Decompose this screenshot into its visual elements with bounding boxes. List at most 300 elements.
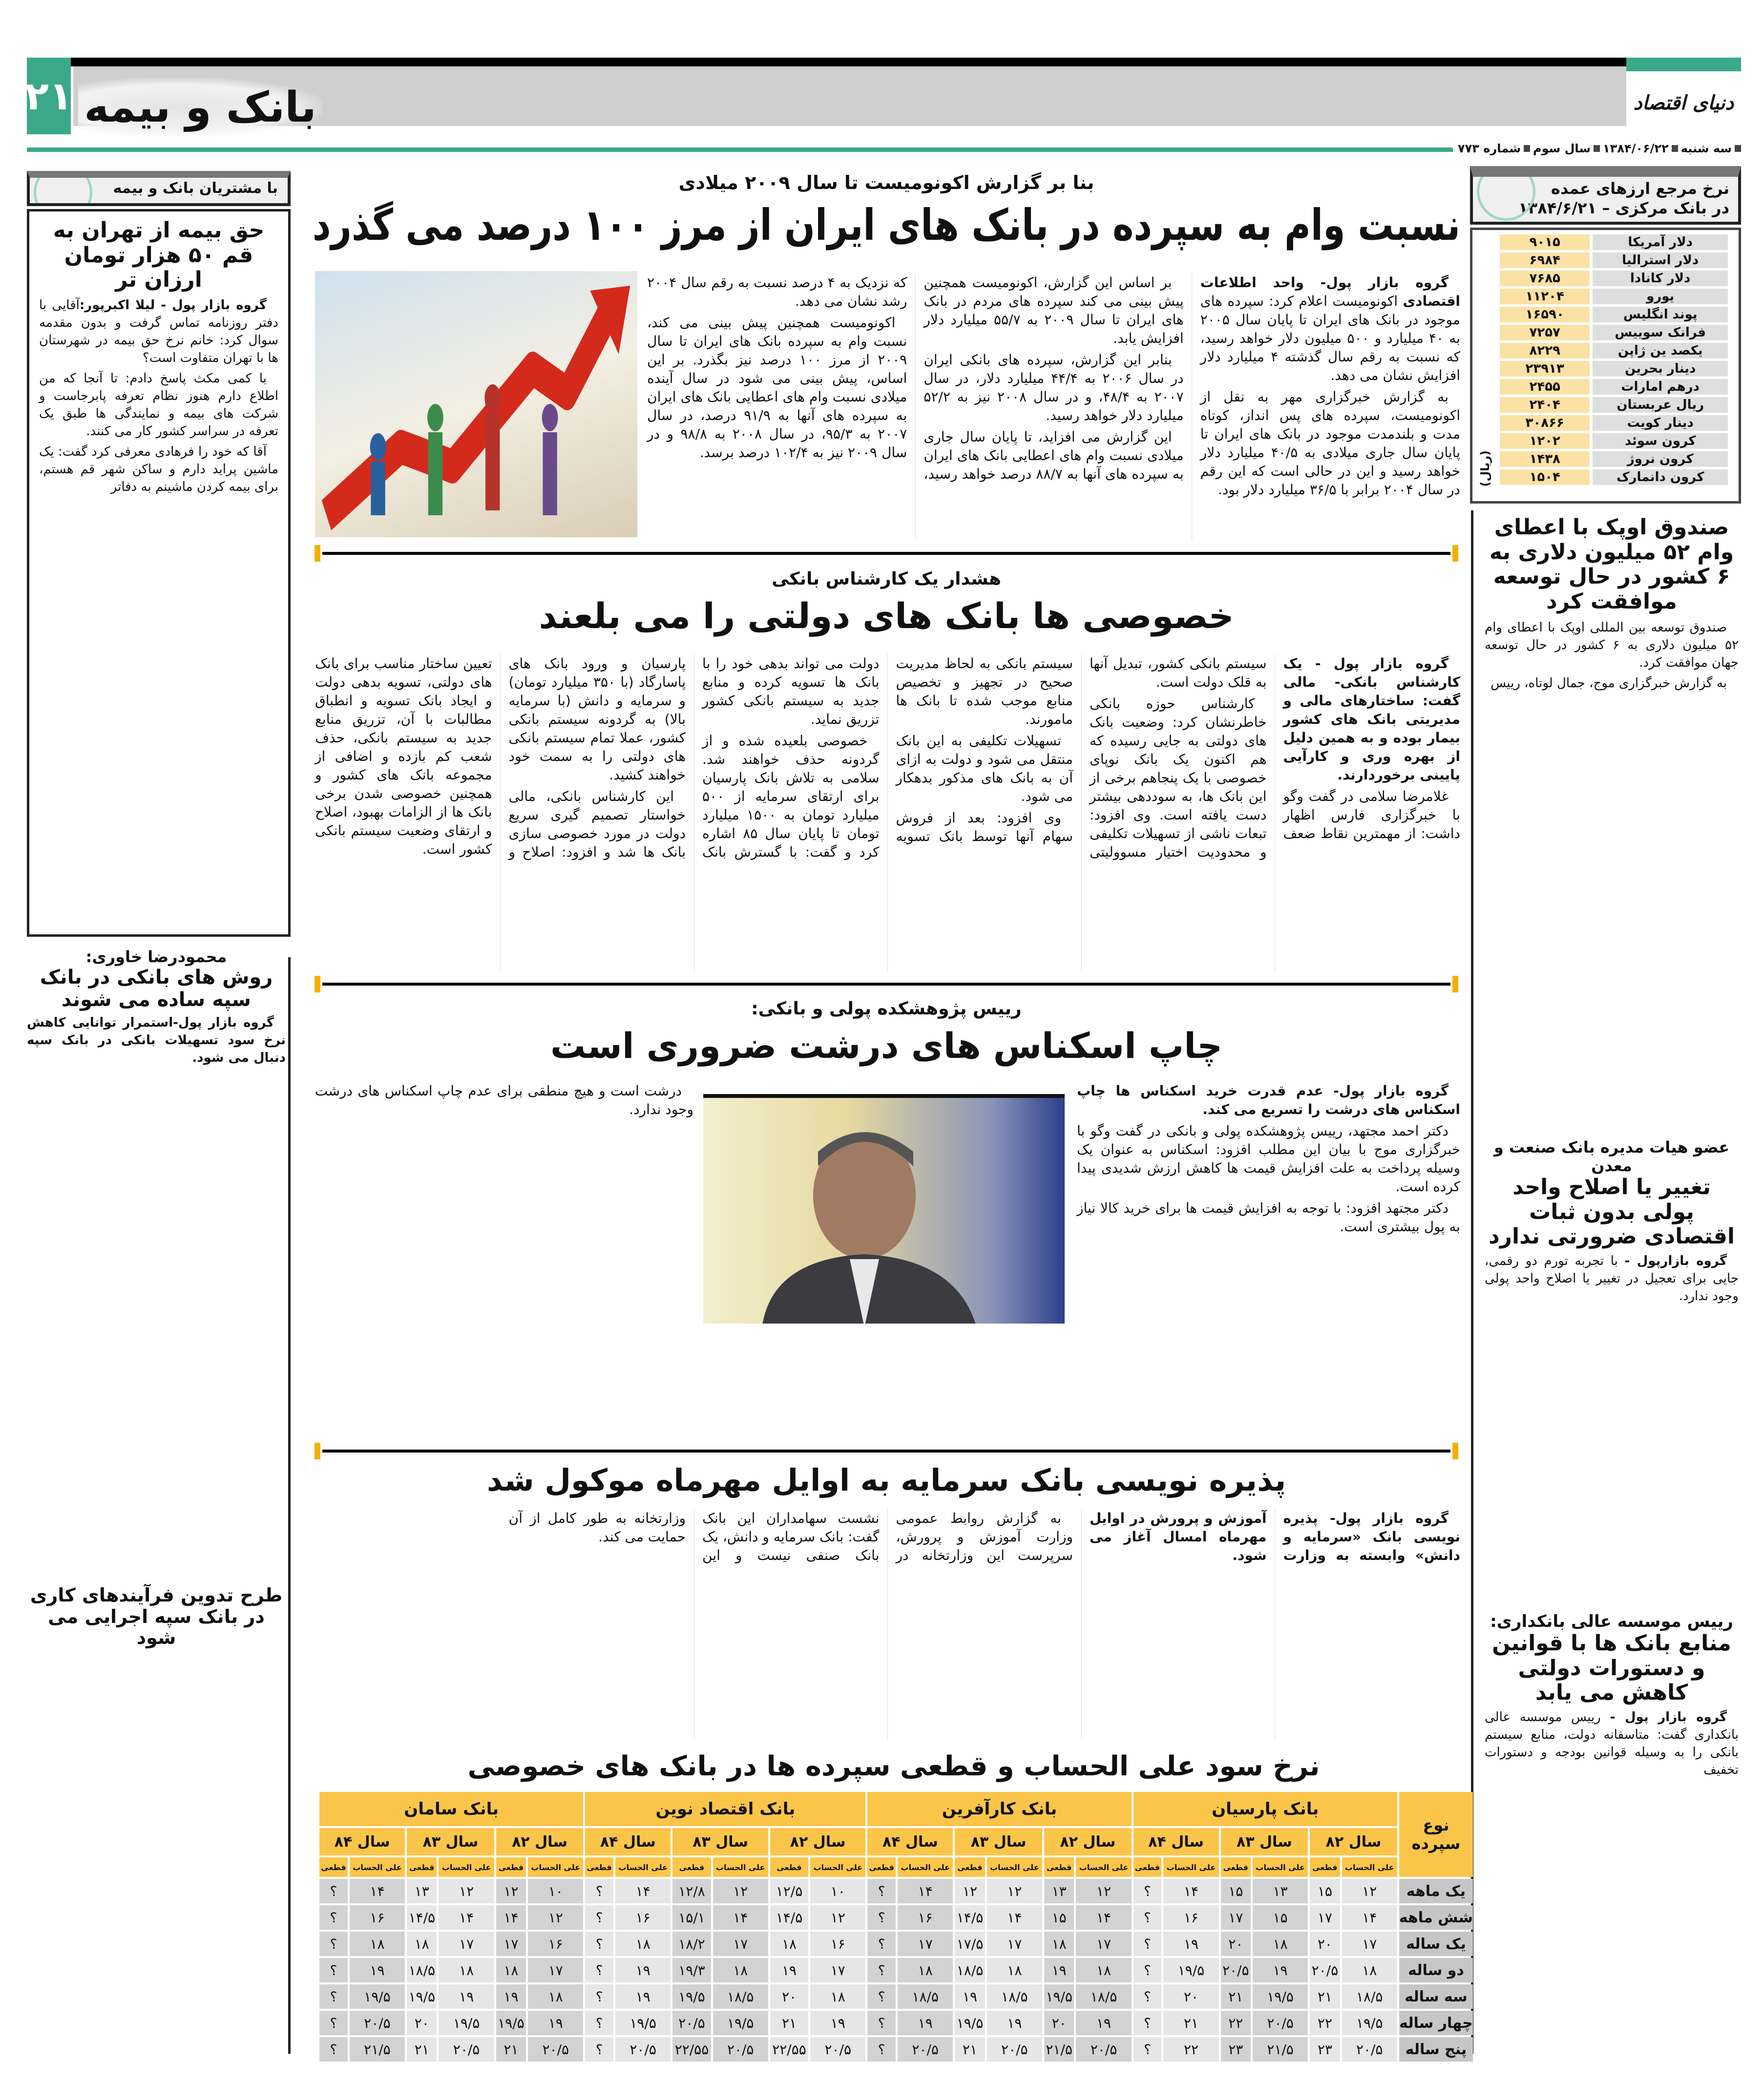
article-kicker: رییس موسسه عالی بانکداری: [1490, 1612, 1733, 1631]
rate-cell: ۱۲ [955, 1879, 985, 1903]
rate-cell: ۲۱ [407, 2037, 437, 2062]
rate-cell: ۲۰/۵ [1253, 2011, 1308, 2035]
rate-row [1500, 415, 1728, 431]
article-paragraph: به گزارش خبرگزاری مهر به نقل از اکونومیست، سپرده های پس انداز، کوتاه مدت و بلندمدت موجود در بانک های ایران تا پایان سال جاری میلادی به ۴۰/۵ میلیارد دلار خواهد رسید و این در حالی است که این رقم در سال ۲۰۰۴ برابر با ۳۶/۵ میلیارد دلار بود. [1200, 389, 1460, 498]
rate-cell: ۱۹/۵ [713, 2011, 768, 2035]
rate-cell: ۱۹ [987, 2011, 1042, 2035]
rate-cell: ؟ [867, 1984, 896, 2009]
rate-cell: ۱۹/۵ [1342, 2011, 1397, 2035]
rate-cell: ۱۹/۵ [1253, 1984, 1308, 2009]
rate-cell: ۱۷ [496, 1932, 526, 1956]
currency-rate: ۱۶۵۹۰ [1500, 307, 1590, 322]
rate-cell: ۱۹/۵ [672, 1984, 711, 2009]
rate-cell: ۱۹ [770, 1958, 808, 1982]
dateline-date: ۱۳۸۴/۰۶/۲۲ [1603, 142, 1669, 155]
rate-cell: ۲۱/۵ [1253, 2037, 1308, 2062]
rate-cell: ۱۴ [350, 1879, 405, 1903]
rate-cell: ۲۰/۵ [439, 2037, 494, 2062]
rate-cell: ۱۸ [713, 1958, 768, 1982]
masthead-accent [1626, 58, 1741, 71]
currency-rate: ۷۶۸۵ [1500, 271, 1590, 286]
rate-type-header: علی الحساب [898, 1857, 953, 1877]
section-separator [322, 1450, 1450, 1453]
rate-cell: ۱۴ [1076, 1905, 1131, 1930]
currency-name: کرون سوئد [1593, 433, 1728, 449]
rate-cell: ؟ [319, 1879, 348, 1903]
bank-name-header: بانک پارسیان [1134, 1792, 1397, 1826]
rate-cell: ۱۶ [615, 1905, 671, 1930]
right-article-opec [1485, 515, 1739, 695]
rate-cell: ۱۸ [987, 1958, 1042, 1982]
rate-row [1500, 397, 1728, 413]
rate-row [1500, 253, 1728, 268]
article-paragraph: غلامرضا سلامی در گفت وگو با خبرگزاری فارس اظهار داشت: از مهمترین نقاط ضعف سیستم بانکی کشور، تبدیل آنها به قلک دولت است. [1090, 655, 1460, 842]
left-article-insurance [27, 209, 291, 937]
article-paragraph: بنابر این گزارش، سپرده های بانکی ایران در سال ۲۰۰۶ به ۴۴/۴ میلیارد دلار، در سال ۲۰۰۷ به ۴۸/۴، و در سال ۲۰۰۸ نیز به ۵۲/۲ میلیارد دلار خواهد رسید. [924, 352, 1184, 423]
rate-row [1500, 325, 1728, 340]
article-headline: صندوق اوپک با اعطای وام ۵۲ میلیون دلاری به ۶ کشور در حال توسعه موافقت کرد [1489, 515, 1734, 614]
article-headline: روش های بانکی در بانک سپه ساده می شوند [40, 966, 273, 1011]
currency-rate: ۸۲۲۹ [1500, 343, 1590, 358]
top-black-bar [30, 58, 1626, 66]
article-kicker: عضو هیات مدیره بانک صنعت و معدن [1493, 1138, 1730, 1175]
year-header: سال ۸۲ [496, 1828, 584, 1855]
article3-headline: چاپ اسکناس های درشت ضروری است [550, 1025, 1223, 1066]
rate-cell: ؟ [319, 2011, 348, 2035]
rate-cell: ۱۸ [350, 1932, 405, 1956]
rate-cell: ۱۲ [496, 1879, 526, 1903]
deposit-type: چهار ساله [1399, 2011, 1473, 2035]
rate-cell: ۱۸ [1342, 1958, 1397, 1982]
rate-cell: ۱۸ [810, 1984, 865, 2009]
rate-cell: ۱۶ [350, 1905, 405, 1930]
rate-type-header: قطعی [1310, 1857, 1340, 1877]
rate-cell: ۲۱ [1163, 2011, 1218, 2035]
rate-cell: ۱۸ [770, 1932, 808, 1956]
rate-row [1500, 307, 1728, 322]
header-rule [27, 147, 1453, 152]
rate-cell: ۱۷ [1310, 1905, 1340, 1930]
rate-cell: ۱۲/۵ [770, 1879, 808, 1903]
rate-cell: ؟ [319, 2037, 348, 2062]
rate-cell: ؟ [319, 1984, 348, 2009]
left-box-header [27, 171, 291, 206]
rate-cell: ۲۰ [770, 1984, 808, 2009]
interest-rate-table [317, 1790, 1475, 2064]
article-paragraph: با کمی مکث پاسخ دادم: تا آنجا که من اطلاع دارم هنوز نظام تعرفه پابرجاست و شرکت های بیمه و نمایندگی ها طبق یک تعرفه در سراسر کشور کار می کنند. [39, 371, 278, 439]
rate-cell: ۲۳ [1221, 2037, 1251, 2062]
deposit-type: یک ساله [1399, 1932, 1473, 1956]
article-lead: گروه بازار پول-استمرار توانایی کاهش نرخ سود تسهیلات بانکی در بانک سپه دنبال می شود. [27, 1015, 286, 1065]
article-paragraph: این گزارش می افزاید، تا پایان سال جاری میلادی نسبت وام های اعطایی بانک های ایران به سپرده های آنها به ۸۸/۷ درصد خواهد رسید، که نزدیک به ۴ درصد نسبت به رقم سال ۲۰۰۴ رشد نشان می دهد. [647, 274, 1184, 482]
article-paragraph: به گزارش خبرگزاری موج، جمال لوتاه، رییس [1491, 676, 1727, 691]
currency-name: دینار کویت [1593, 415, 1728, 431]
article2-headline: خصوصی ها بانک های دولتی را می بلعند [539, 595, 1234, 636]
article2-kicker: هشدار یک کارشناس بانکی [772, 569, 1001, 589]
rate-cell: ؟ [867, 2011, 896, 2035]
rate-cell: ۱۸ [1044, 1932, 1074, 1956]
article3-body [1077, 1082, 1460, 1433]
rate-cell: ۱۸ [439, 1958, 494, 1982]
rate-cell: ۲۱ [1310, 1984, 1340, 2009]
rate-cell: ۱۴ [713, 1905, 768, 1930]
rate-cell: ؟ [585, 1984, 613, 2009]
year-header: سال ۸۲ [1310, 1828, 1397, 1855]
currency-name: دلار آمریکا [1593, 234, 1728, 250]
rate-type-header: علی الحساب [713, 1857, 768, 1877]
currency-name: دلار استرالیا [1593, 253, 1728, 268]
deposit-row [319, 1984, 1473, 2009]
article3-body-continued [315, 1082, 693, 1433]
currency-name: کرون دانمارک [1593, 469, 1728, 485]
rate-cell: ۱۹ [439, 1984, 494, 2009]
rate-cell: ۲۱ [770, 2011, 808, 2035]
currency-name: یورو [1593, 289, 1728, 304]
rate-cell: ؟ [1134, 1984, 1162, 2009]
currency-name: دینار بحرین [1593, 361, 1728, 377]
article-headline: حق بیمه از تهران به قم ۵۰ هزار تومان ارزان تر [53, 218, 265, 293]
rate-cell: ۲۰/۵ [810, 2037, 865, 2062]
rate-cell: ؟ [867, 2037, 896, 2062]
rate-cell: ۱۸/۲ [672, 1932, 711, 1956]
deposit-type: سه ساله [1399, 1984, 1473, 2009]
rate-cell: ۱۴/۵ [407, 1905, 437, 1930]
globe-icon [34, 171, 92, 206]
rate-row [1500, 234, 1728, 250]
rate-cell: ۱۷/۵ [955, 1932, 985, 1956]
year-header: سال ۸۴ [585, 1828, 671, 1855]
deposit-type: شش ماهه [1399, 1905, 1473, 1930]
deposit-type: پنج ساله [1399, 2037, 1473, 2062]
rate-type-header: قطعی [496, 1857, 526, 1877]
rate-cell: ۱۹/۵ [955, 2011, 985, 2035]
rate-cell: ۱۴ [439, 1905, 494, 1930]
left-article-sepah [27, 948, 286, 1070]
rate-cell: ۱۵/۱ [672, 1905, 711, 1930]
dateline-day: سه شنبه [1680, 142, 1732, 155]
bank-name-header: بانک کارآفرین [867, 1792, 1131, 1826]
rate-cell: ۱۷ [1076, 1932, 1131, 1956]
currency-name: دلار کانادا [1593, 271, 1728, 286]
rate-cell: ؟ [585, 1958, 613, 1982]
rate-cell: ۲۲ [1310, 2011, 1340, 2035]
article-lead: گروه بازار پول - [1610, 1709, 1727, 1725]
interest-table-wrap [317, 1790, 1475, 2064]
rate-cell: ۲۲ [1221, 2011, 1251, 2035]
article-headline: منابع بانک ها با قوانین و دستورات دولتی کاهش می یابد [1492, 1631, 1731, 1706]
rate-cell: ۲۱ [1221, 1984, 1251, 2009]
rate-cell: ؟ [585, 2011, 613, 2035]
year-header: سال ۸۳ [1221, 1828, 1308, 1855]
currency-name: کرون نروژ [1593, 451, 1728, 467]
rate-cell: ۱۹ [615, 1984, 671, 2009]
rate-cell: ۱۹/۵ [407, 1984, 437, 2009]
currency-name: پوند انگلیس [1593, 307, 1728, 322]
rate-cell: ۲۰ [1163, 1984, 1218, 2009]
rates-box-header [1470, 166, 1741, 225]
rate-cell: ۱۹ [898, 2011, 953, 2035]
rate-cell: ؟ [1134, 1932, 1162, 1956]
exchange-rates-table [1497, 232, 1731, 487]
rate-type-header: قطعی [1134, 1857, 1162, 1877]
currency-rate: ۷۲۵۷ [1500, 325, 1590, 340]
rate-cell: ۱۴ [1342, 1905, 1397, 1930]
rates-title-2: در بانک مرکزی – ۱۳۸۴/۶/۲۱ [1518, 199, 1729, 217]
section-separator [322, 983, 1450, 986]
deposit-row [319, 1958, 1473, 1982]
rate-cell: ۱۹/۵ [439, 2011, 494, 2035]
rate-cell: ۱۰ [810, 1879, 865, 1903]
rate-cell: ۱۹/۵ [496, 2011, 526, 2035]
rate-cell: ۱۹ [496, 1984, 526, 2009]
main-article-body [647, 274, 1460, 540]
deposit-row [319, 1905, 1473, 1930]
rate-type-header: علی الحساب [350, 1857, 405, 1877]
rate-cell: ۲۰/۵ [672, 2011, 711, 2035]
article-paragraph [39, 296, 278, 367]
rate-cell: ۱۷ [1342, 1932, 1397, 1956]
year-header: سال ۸۴ [319, 1828, 405, 1855]
rate-cell: ۱۸ [1076, 1958, 1131, 1982]
article-lead: گروه بازار پول - یک کارشناس بانکی- مالی گفت: ساختارهای مالی و مدیریتی بانک های کشور بیمار بوده و به همین دلیل از بهره وری و کارآیی پایینی برخوردارند. [1283, 655, 1460, 783]
year-header: سال ۸۳ [955, 1828, 1042, 1855]
rising-arrow-illustration [315, 271, 637, 537]
article-text: آقایی با دفتر روزنامه تماس گرفت و بدون مقدمه سوال کرد: خانم نرخ حق بیمه در شهرستان ها با تهران متفاوت است؟ [39, 297, 278, 365]
rate-cell: ۱۵ [1044, 1905, 1074, 1930]
article-paragraph [1485, 1252, 1739, 1305]
rate-cell: ۱۲ [713, 1879, 768, 1903]
currency-rate: ۲۴۵۵ [1500, 379, 1590, 395]
rate-cell: ؟ [1134, 1879, 1162, 1903]
rate-cell: ۱۶ [528, 1932, 583, 1956]
rate-type-header: قطعی [770, 1857, 808, 1877]
rate-cell: ۱۹/۵ [1044, 1984, 1074, 2009]
right-article-resources [1485, 1612, 1739, 1782]
rate-cell: ۱۸ [898, 1958, 953, 1982]
rate-cell: ۲۰/۵ [1310, 1958, 1340, 1982]
rate-cell: ؟ [585, 1879, 613, 1903]
rate-type-header: علی الحساب [528, 1857, 583, 1877]
article-paragraph: وی افزود: بعد از فروش سهام آنها توسط بانک تسویه دولت می تواند بدهی خود را با بانک ها تسویه کرده و منابع جدید به سیستم بانکی کشور تزریق نماید. [702, 655, 1073, 844]
rate-cell: ۲۰/۵ [1342, 2037, 1397, 2062]
article2-body [315, 654, 1460, 972]
rate-cell: ۱۲ [528, 1905, 583, 1930]
deposit-row [319, 2011, 1473, 2035]
left-article-processes [27, 1585, 286, 1649]
deposit-type: یک ماهه [1399, 1879, 1473, 1903]
rate-cell: ؟ [1134, 1905, 1162, 1930]
article-lead: گروه بازار پول- پذیره نویسی بانک «سرمایه و دانش» وابسته به وزارت آموزش و پرورش در اوایل مهرماه امسال آغاز می شود. [1090, 1510, 1460, 1563]
deposit-row [319, 1932, 1473, 1956]
rate-cell: ۱۹ [1163, 1932, 1218, 1956]
rate-cell: ۱۸ [1253, 1932, 1308, 1956]
article-lead: گروه بازار پول- واحد اطلاعات اقتصادی [1200, 274, 1460, 309]
article-paragraph [1485, 1708, 1739, 1779]
section-separator [322, 552, 1450, 555]
rate-type-header: علی الحساب [1076, 1857, 1131, 1877]
dateline-year: سال سوم [1533, 142, 1591, 155]
right-article-currency [1485, 1138, 1739, 1308]
rate-cell: ۱۶ [898, 1905, 953, 1930]
rate-cell: ۲۰/۵ [987, 2037, 1042, 2062]
rate-cell: ۱۲ [439, 1879, 494, 1903]
rate-type-header: علی الحساب [1253, 1857, 1308, 1877]
deposit-row [319, 2037, 1473, 2062]
rate-type-header: قطعی [319, 1857, 348, 1877]
rate-cell: ؟ [867, 1958, 896, 1982]
currency-rate: ۲۳۹۱۳ [1500, 361, 1590, 377]
rate-cell: ۱۸/۵ [1342, 1984, 1397, 2009]
rate-cell: ؟ [867, 1932, 896, 1956]
article4-body [315, 1509, 1460, 1739]
rate-cell: ۱۸/۵ [987, 1984, 1042, 2009]
deposit-type-header: نوع سپرده [1399, 1792, 1473, 1877]
rate-row [1500, 451, 1728, 467]
article-paragraph [1200, 274, 1460, 385]
rate-cell: ۲۰ [1310, 1932, 1340, 1956]
rate-row [1500, 271, 1728, 286]
rate-cell: ۱۹/۵ [615, 2011, 671, 2035]
rate-type-header: قطعی [672, 1857, 711, 1877]
rate-cell: ۱۹ [810, 2011, 865, 2035]
main-article-image [315, 271, 637, 537]
currency-rate: ۹۰۱۵ [1500, 234, 1590, 250]
dateline-issue: شماره ۷۷۳ [1457, 142, 1521, 155]
article-text: اکونومیست اعلام کرد: سپرده های موجود در بانک های ایران تا پایان سال ۲۰۰۵ به ۴۰ میلیارد و ۵۰۰ میلیون دلار خواهد رسید، که نسبت به رقم سال گذشته ۴ میلیارد دلار افزایش نشان می دهد. [1200, 293, 1460, 383]
year-header: سال ۸۳ [407, 1828, 494, 1855]
rate-cell: ۱۵ [1253, 1905, 1308, 1930]
article-paragraph: خصوصی بلعیده شده و از گردونه حذف خواهند شد. سلامی به تلاش بانک پارسیان برای ارتقای سرمایه از ۵۰۰ میلیارد تومان به ۱۵۰۰ میلیارد تومان تا پایان سال ۸۵ اشاره کرد و گفت: با گسترش بانک پارسیان و ورود بانک های پاسارگاد (با ۳۵۰ میلیارد تومان) و سرمایه و دانش (با سرمایه بالا) به گردونه سیستم بانکی کشور، عملا تمام سیستم بانکی های دولتی را به سمت خود خواهند کشید. [508, 655, 880, 860]
article-headline: تغییر یا اصلاح واحد پولی بدون ثبات اقتصادی ضرورتی ندارد [1489, 1175, 1735, 1249]
rates-title-1: نرخ مرجع ارزهای عمده [1551, 179, 1729, 198]
rate-row [1500, 289, 1728, 304]
rate-cell: ؟ [1134, 2037, 1162, 2062]
rate-type-header: علی الحساب [615, 1857, 671, 1877]
rate-cell: ۲۰/۵ [350, 2011, 405, 2035]
rate-cell: ۱۷ [1221, 1905, 1251, 1930]
article-headline: طرح تدوین فرآیندهای کاری در بانک سپه اجرایی می شود [30, 1584, 283, 1649]
rate-cell: ۱۳ [1253, 1879, 1308, 1903]
section-title: بانک و بیمه [78, 78, 322, 137]
article-paragraph: تسهیلات تکلیفی به این بانک منتقل می شود و دولت به ازای آن به بانک های مذکور بدهکار می شود. [896, 733, 1073, 804]
rate-cell: ۱۴ [615, 1879, 671, 1903]
rate-cell: ۱۲/۸ [672, 1879, 711, 1903]
portrait-photo [703, 1094, 1065, 1324]
rate-cell: ؟ [319, 1958, 348, 1982]
rate-cell: ۱۲ [1076, 1879, 1131, 1903]
rate-cell: ۱۸/۵ [713, 1984, 768, 2009]
currency-rate: ۳۰۸۶۶ [1500, 415, 1590, 431]
rate-cell: ؟ [1134, 1958, 1162, 1982]
masthead-logo: دنیای اقتصاد [1633, 91, 1734, 114]
rate-cell: ۲۰ [1044, 2011, 1074, 2035]
currency-rate: ۱۱۲۰۴ [1500, 289, 1590, 304]
rate-row [1500, 361, 1728, 377]
article-paragraph: آقا که خود را فرهادی معرفی کرد گفت: یک ماشین پراید دارم و ساکن شهر قم هستم، برای بیمه کردن ماشینم به دفاتر [39, 444, 278, 494]
rate-cell: ۲۱/۵ [1044, 2037, 1074, 2062]
rate-cell: ۱۲ [1342, 1879, 1397, 1903]
currency-name: یکصد ین ژاپن [1593, 343, 1728, 358]
rate-cell: ۱۸/۵ [898, 1984, 953, 2009]
bank-header-row [319, 1792, 1473, 1826]
article3-kicker: رییس پژوهشکده پولی و بانکی: [751, 999, 1022, 1019]
main-headline: نسبت وام به سپرده در بانک های ایران از مرز ۱۰۰ درصد می گذرد [312, 200, 1461, 250]
rate-type-header: علی الحساب [1163, 1857, 1218, 1877]
rate-type-header: علی الحساب [439, 1857, 494, 1877]
rate-cell: ۲۱ [955, 2037, 985, 2062]
bank-name-header: بانک سامان [319, 1792, 583, 1826]
currency-rate: ۶۹۸۴ [1500, 253, 1590, 268]
year-header: سال ۸۲ [1044, 1828, 1132, 1855]
article-paragraph: کارشناس حوزه بانکی خاطرنشان کرد: وضعیت بانک های دولتی به جایی رسیده که هم اکنون یک بانک نوپای خصوصی با یک پنجاهم برخی از این بانک ها، به سوددهی بیشتر دست یافته است. وی افزود: تبعات ناشی از تسهیلات تکلیفی و محدودیت اختیار مسوولیتی سیستم بانکی به لحاظ مدیریت صحیح در تجهیز و تخصیص منابع موجب شده تا بانک ها مامورند. [896, 655, 1267, 860]
currency-rate: ۱۴۳۸ [1500, 451, 1590, 467]
rate-cell: ۱۵ [1221, 1879, 1251, 1903]
article-lead: گروه بازارپول - [1624, 1253, 1727, 1268]
rate-cell: ۱۳ [1044, 1879, 1074, 1903]
rate-cell: ؟ [867, 1905, 896, 1930]
article-text: رییس موسسه عالی بانکداری گفت: متاسفانه دولت، منابع سیستم بانکی را به وسیله قوانین بودجه و دستورات تخفیف [1485, 1709, 1739, 1777]
rate-cell: ۱۷ [713, 1932, 768, 1956]
article-lead: گروه بازار پول- عدم قدرت خرید اسکناس ها چاپ اسکناس های درشت را تسریع می کند. [1077, 1083, 1460, 1117]
rate-cell: ۲۰/۵ [528, 2037, 583, 2062]
rate-cell: ۱۴ [987, 1905, 1042, 1930]
bullet-icon [1524, 145, 1530, 152]
rate-cell: ۲۲/۵۵ [770, 2037, 808, 2062]
article-paragraph: درشت است و هیچ منطقی برای عدم چاپ اسکناس های درشت وجود ندارد. [315, 1083, 693, 1117]
article-paragraph: به گزارش روابط عمومی وزارت آموزش و پرورش، سرپرست این وزارتخانه در نشست سهامداران این بانک گفت: بانک سرمایه و دانش، یک بانک صنفی نیست و این وزارتخانه به طور کامل از آن حمایت می کند. [508, 1510, 1073, 1563]
rate-cell: ؟ [867, 1879, 896, 1903]
rate-cell: ۱۹/۳ [672, 1958, 711, 1982]
rates-unit: (ریال) [1478, 450, 1492, 487]
article-lead: گروه بازار پول - لیلا اکبرپور: [79, 297, 267, 313]
rate-cell: ۱۴/۵ [770, 1905, 808, 1930]
rate-cell: ۱۴ [1163, 1879, 1218, 1903]
deposit-type: دو ساله [1399, 1958, 1473, 1982]
year-header: سال ۸۲ [770, 1828, 866, 1855]
rate-row [1500, 379, 1728, 395]
rate-cell: ۱۸ [407, 1932, 437, 1956]
rate-cell: ۱۷ [987, 1932, 1042, 1956]
rate-cell: ۲۰/۵ [898, 2037, 953, 2062]
rate-cell: ۱۹ [1044, 1958, 1074, 1982]
main-kicker: بنا بر گزارش اکونومیست تا سال ۲۰۰۹ میلادی [678, 172, 1094, 193]
rate-cell: ۱۸/۵ [407, 1958, 437, 1982]
bullet-icon [1735, 145, 1741, 152]
rate-type-header: قطعی [1044, 1857, 1074, 1877]
rate-cell: ؟ [319, 1932, 348, 1956]
rate-row [1500, 469, 1728, 485]
rate-row [1500, 343, 1728, 358]
currency-rate: ۲۴۰۴ [1500, 397, 1590, 413]
rate-row [1500, 433, 1728, 449]
rate-cell: ؟ [585, 1905, 613, 1930]
article-paragraph: اکونومیست همچنین پیش بینی می کند، نسبت وام به سپرده بانک های ایران تا سال ۲۰۰۹ از مرز ۱۰۰ درصد نیز بگذرد. بر این اساس، پیش بینی می شود در سال آینده میلادی نسبت وام های اعطایی بانک های ایران به سپرده های آنها به ۹۱/۹ درصد، در سال ۲۰۰۷ به ۹۵/۳، در سال ۲۰۰۸ به ۹۸/۸ و در سال ۲۰۰۹ نیز به ۱۰۲/۴ درصد برسد. [647, 315, 907, 461]
rate-cell: ۱۹ [615, 1958, 671, 1982]
rate-cell: ۲۳ [1310, 2037, 1340, 2062]
dateline [1458, 139, 1741, 158]
rate-type-header: علی الحساب [1342, 1857, 1397, 1877]
currency-rate: ۱۵۰۴ [1500, 469, 1590, 485]
currency-name: فرانک سوییس [1593, 325, 1728, 340]
rate-cell: ۱۴ [898, 1879, 953, 1903]
rate-cell: ۱۹ [1076, 2011, 1131, 2035]
rate-cell: ۱۶ [1163, 1905, 1218, 1930]
rate-cell: ۱۹/۵ [350, 1984, 405, 2009]
currency-name: درهم امارات [1593, 379, 1728, 395]
person-portrait [703, 1098, 1065, 1324]
article-paragraph: دکتر احمد مجتهد، رییس پژوهشکده پولی و بانکی در گفت وگو با خبرگزاری موج با بیان این مطلب افزود: اسکناس به عنوان یک وسیله پرداخت به علت افزایش قیمت ها کاهش ارزش شدیدی پیدا کرده است. [1077, 1123, 1460, 1195]
rate-cell: ۲۰/۵ [713, 2037, 768, 2062]
